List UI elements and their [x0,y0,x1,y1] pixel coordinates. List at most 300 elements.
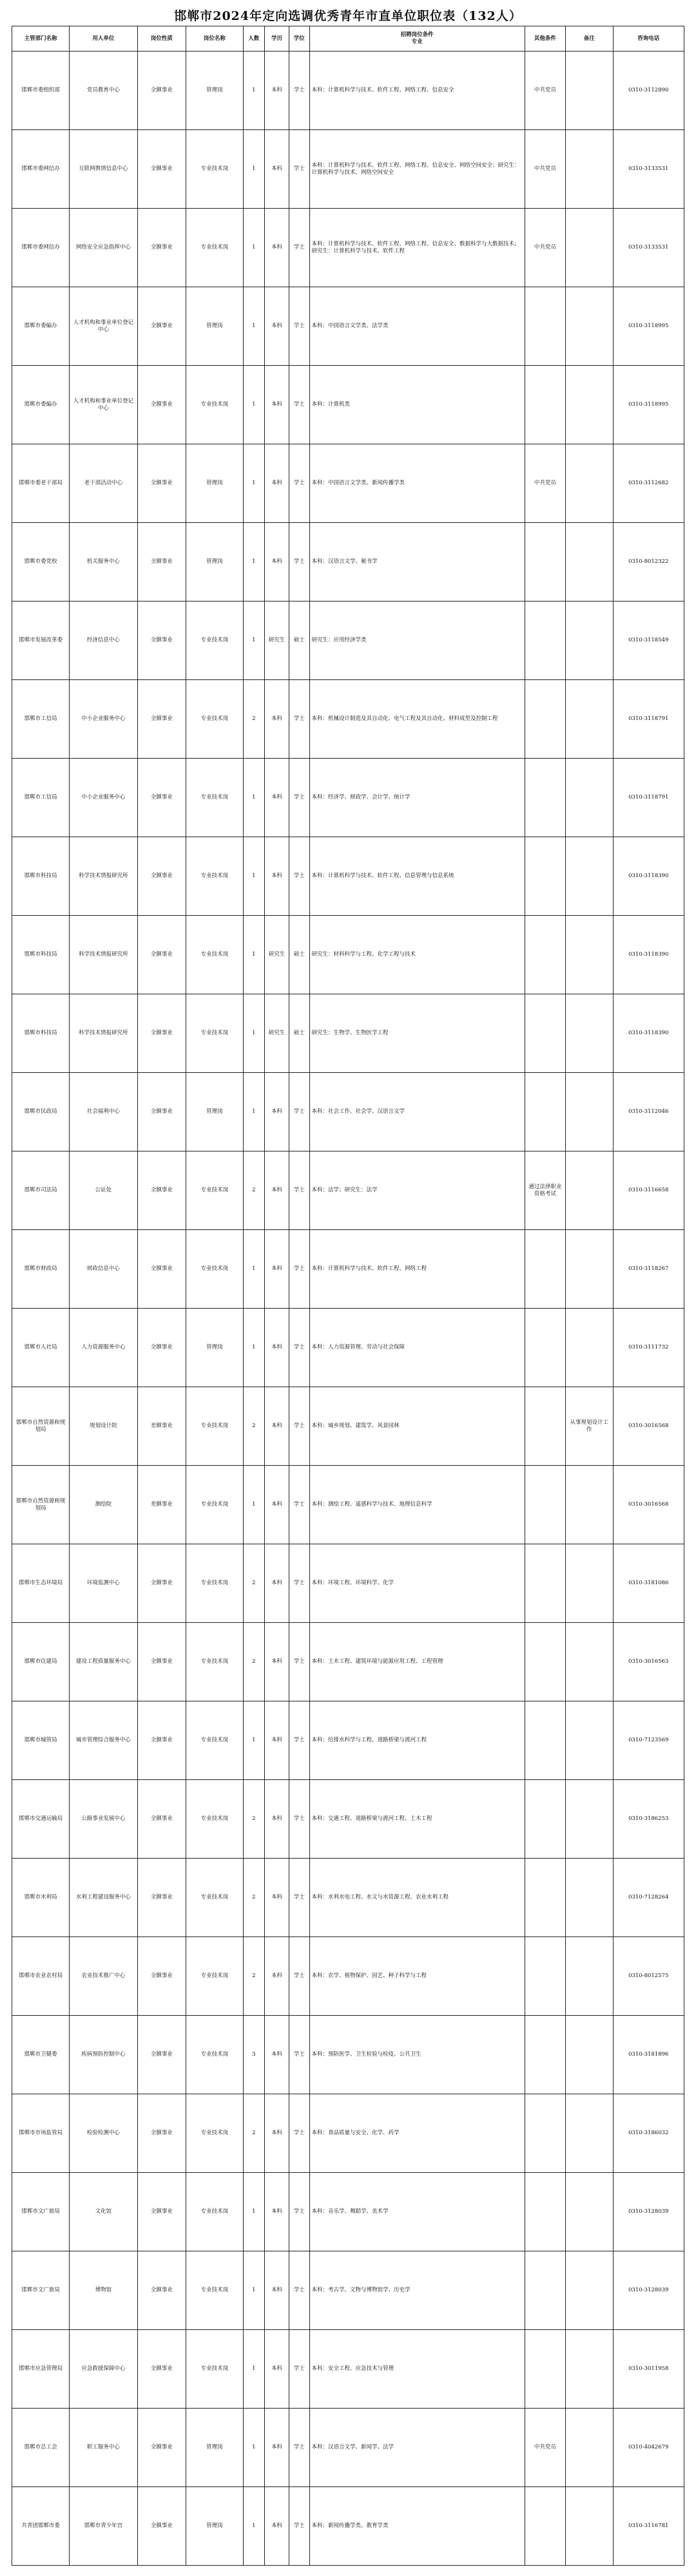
cell-education: 本科 [265,130,289,209]
header-number: 人数 [243,26,265,52]
table-row [12,287,684,366]
cell-position: 管理岗 [186,444,243,523]
cell-type: 全额事业 [137,2016,186,2094]
cell-office: 互联网舆情信息中心 [70,130,137,209]
cell-major: 本科：土木工程、建筑环境与能源应用工程、工程管理 [309,1623,525,1701]
cell-number: 2 [243,1151,265,1230]
cell-office: 检验检测中心 [70,2094,137,2173]
cell-requirements [525,1544,565,1623]
cell-office: 测绘院 [70,1466,137,1544]
cell-office: 机关服务中心 [70,523,137,601]
cell-position: 专业技术岗 [186,994,243,1073]
cell-note [565,209,613,287]
cell-type: 全额事业 [137,680,186,759]
cell-tel: 0310-3186253 [613,1780,684,1859]
cell-requirements: 中共党员 [525,130,565,209]
cell-number: 1 [243,444,265,523]
cell-degree: 硕士 [289,916,309,994]
cell-tel: 0310-3118390 [613,837,684,916]
cell-number: 2 [243,1937,265,2016]
cell-note [565,1151,613,1230]
cell-number: 1 [243,1466,265,1544]
cell-number: 1 [243,1309,265,1387]
table-row [12,2173,684,2251]
cell-number: 1 [243,1073,265,1151]
cell-position: 专业技术岗 [186,1780,243,1859]
table-row [12,1937,684,2016]
cell-office: 规划设计院 [70,1387,137,1466]
table-row [12,209,684,287]
cell-number: 1 [243,1701,265,1780]
cell-unit: 邯郸市科技局 [12,994,70,1073]
cell-education: 本科 [265,1780,289,1859]
table-row [12,2016,684,2094]
cell-position: 管理岗 [186,52,243,130]
cell-major: 研究生：应用经济学类 [309,601,525,680]
cell-major: 本科：食品质量与安全、化学、药学 [309,2094,525,2173]
cell-major: 本科：社会工作、社会学、汉语言文学 [309,1073,525,1151]
cell-unit: 邯郸市农业农村局 [12,1937,70,2016]
cell-tel: 0310-3181086 [613,1544,684,1623]
cell-requirements [525,2330,565,2409]
cell-unit: 邯郸市卫健委 [12,2016,70,2094]
cell-education: 研究生 [265,601,289,680]
cell-number: 1 [243,2409,265,2487]
cell-office: 博物馆 [70,2251,137,2330]
cell-position: 专业技术岗 [186,1937,243,2016]
cell-position: 专业技术岗 [186,1623,243,1701]
cell-education: 本科 [265,2173,289,2251]
cell-type: 差额事业 [137,1387,186,1466]
cell-position: 专业技术岗 [186,1544,243,1623]
table-row [12,601,684,680]
cell-position: 专业技术岗 [186,1859,243,1937]
cell-major: 本科：计算机科学与技术、软件工程、网络工程 [309,1230,525,1309]
cell-position: 管理岗 [186,287,243,366]
cell-education: 本科 [265,1623,289,1701]
cell-office: 社会福利中心 [70,1073,137,1151]
cell-unit: 邯郸市发展改革委 [12,601,70,680]
cell-degree: 学士 [289,2094,309,2173]
cell-note [565,1937,613,2016]
cell-note [565,287,613,366]
cell-tel: 0310-3181896 [613,2016,684,2094]
cell-education: 本科 [265,444,289,523]
table-row [12,994,684,1073]
cell-major: 本科：安全工程、应急技术与管理 [309,2330,525,2409]
cell-number: 1 [243,916,265,994]
cell-requirements [525,680,565,759]
cell-unit: 邯郸市科技局 [12,916,70,994]
cell-office: 水利工程建设服务中心 [70,1859,137,1937]
cell-office: 文化馆 [70,2173,137,2251]
cell-degree: 学士 [289,680,309,759]
cell-education: 研究生 [265,994,289,1073]
cell-education: 本科 [265,1466,289,1544]
cell-office: 财政信息中心 [70,1230,137,1309]
cell-unit: 邯郸市委编办 [12,287,70,366]
cell-unit: 邯郸市委编办 [12,366,70,444]
cell-unit: 邯郸市司法局 [12,1151,70,1230]
header-major [309,26,525,52]
header-note: 备注 [565,26,613,52]
cell-tel: 0310-3128039 [613,2173,684,2251]
cell-degree: 学士 [289,1151,309,1230]
cell-note [565,1230,613,1309]
cell-major: 本科：机械设计制造及其自动化、电气工程及其自动化、材料成型及控制工程 [309,680,525,759]
cell-education: 本科 [265,52,289,130]
cell-requirements [525,1230,565,1309]
table-row [12,2487,684,2566]
cell-unit: 邯郸市委党校 [12,523,70,601]
cell-number: 2 [243,2094,265,2173]
cell-degree: 学士 [289,1230,309,1309]
cell-requirements [525,1466,565,1544]
cell-note [565,1780,613,1859]
cell-note [565,601,613,680]
cell-type: 全额事业 [137,2173,186,2251]
cell-education: 本科 [265,287,289,366]
cell-education: 本科 [265,2016,289,2094]
cell-type: 全额事业 [137,2409,186,2487]
cell-position: 专业技术岗 [186,1151,243,1230]
cell-note [565,916,613,994]
cell-major: 本科：给排水科学与工程、道路桥梁与渡河工程 [309,1701,525,1780]
cell-note [565,759,613,837]
cell-type: 全额事业 [137,1780,186,1859]
cell-degree: 学士 [289,2016,309,2094]
cell-tel: 0310-3118267 [613,1230,684,1309]
cell-degree: 学士 [289,1309,309,1387]
table-row [12,1230,684,1309]
cell-type: 全额事业 [137,287,186,366]
cell-degree: 学士 [289,1937,309,2016]
cell-position: 专业技术岗 [186,2251,243,2330]
table-row [12,916,684,994]
cell-type: 差额事业 [137,1466,186,1544]
cell-unit: 邯郸市民政局 [12,1073,70,1151]
table-row [12,680,684,759]
cell-type: 全额事业 [137,52,186,130]
cell-number: 2 [243,680,265,759]
cell-office: 职工服务中心 [70,2409,137,2487]
cell-education: 本科 [265,1151,289,1230]
cell-note [565,2330,613,2409]
cell-requirements [525,2094,565,2173]
cell-number: 1 [243,523,265,601]
cell-major: 本科：汉语言文学、秘书学 [309,523,525,601]
cell-number: 1 [243,759,265,837]
cell-unit: 邯郸市委网信办 [12,209,70,287]
cell-education: 本科 [265,1937,289,2016]
cell-major: 本科：计算机类 [309,366,525,444]
cell-tel: 0310-3118390 [613,994,684,1073]
cell-office: 经济信息中心 [70,601,137,680]
cell-note [565,523,613,601]
cell-note [565,837,613,916]
cell-unit: 邯郸市文广旅局 [12,2173,70,2251]
cell-position: 管理岗 [186,1073,243,1151]
cell-type: 全额事业 [137,523,186,601]
position-table [12,26,684,2566]
cell-degree: 学士 [289,523,309,601]
cell-position: 专业技术岗 [186,1230,243,1309]
cell-major: 本科：测绘工程、遥感科学与技术、地理信息科学 [309,1466,525,1544]
cell-tel: 0310-3111732 [613,1309,684,1387]
cell-unit: 邯郸市水利局 [12,1859,70,1937]
cell-position: 专业技术岗 [186,1466,243,1544]
cell-tel: 0310-3118995 [613,287,684,366]
cell-major: 本科：计算机科学与技术、软件工程、信息管理与信息系统 [309,837,525,916]
cell-requirements [525,1623,565,1701]
cell-tel: 0310-3118995 [613,366,684,444]
cell-education: 本科 [265,209,289,287]
cell-number: 1 [243,1230,265,1309]
cell-major: 本科：中国语言文学类、新闻传播学类 [309,444,525,523]
cell-type: 全额事业 [137,837,186,916]
cell-note [565,130,613,209]
cell-number: 1 [243,2330,265,2409]
cell-note [565,2173,613,2251]
cell-degree: 学士 [289,444,309,523]
cell-note [565,52,613,130]
cell-office: 科学技术情报研究所 [70,837,137,916]
cell-unit: 邯郸市文广旅局 [12,2251,70,2330]
cell-unit: 邯郸市财政局 [12,1230,70,1309]
cell-position: 专业技术岗 [186,2173,243,2251]
cell-requirements [525,523,565,601]
cell-requirements: 中共党员 [525,2409,565,2487]
cell-office: 公路事业发展中心 [70,1780,137,1859]
cell-requirements [525,2016,565,2094]
cell-position: 专业技术岗 [186,759,243,837]
cell-degree: 学士 [289,1544,309,1623]
cell-major: 本科：环境工程、环境科学、化学 [309,1544,525,1623]
table-row [12,366,684,444]
cell-type: 全额事业 [137,130,186,209]
table-row [12,1151,684,1230]
cell-major: 本科：人力资源管理、劳动与社会保障 [309,1309,525,1387]
cell-type: 全额事业 [137,994,186,1073]
cell-education: 本科 [265,1544,289,1623]
cell-requirements [525,2251,565,2330]
table-row [12,2330,684,2409]
cell-unit: 邯郸市交通运输局 [12,1780,70,1859]
cell-education: 本科 [265,523,289,601]
cell-position: 专业技术岗 [186,837,243,916]
cell-unit: 邯郸市委老干部局 [12,444,70,523]
page-title: 邯郸市2024年定向选调优秀青年市直单位职位表（132人） [174,9,522,23]
cell-unit: 邯郸市委网信办 [12,130,70,209]
table-row [12,1466,684,1544]
cell-tel: 0310-7123569 [613,1701,684,1780]
cell-requirements: 中共党员 [525,52,565,130]
cell-education: 本科 [265,680,289,759]
cell-office: 人才机构和事业单位登记中心 [70,287,137,366]
cell-degree: 学士 [289,837,309,916]
cell-position: 管理岗 [186,2409,243,2487]
cell-requirements [525,2173,565,2251]
cell-unit: 邯郸市自然资源和规划局 [12,1466,70,1544]
cell-requirements: 通过法律职业资格考试 [525,1151,565,1230]
header-degree: 学位 [289,26,309,52]
table-row [12,1544,684,1623]
cell-tel: 0310-3118791 [613,759,684,837]
table-row [12,1073,684,1151]
cell-position: 专业技术岗 [186,2094,243,2173]
cell-note [565,994,613,1073]
cell-major: 本科：音乐学、舞蹈学、美术学 [309,2173,525,2251]
cell-degree: 硕士 [289,601,309,680]
cell-education: 本科 [265,2094,289,2173]
cell-education: 本科 [265,2251,289,2330]
cell-position: 专业技术岗 [186,2016,243,2094]
cell-position: 管理岗 [186,523,243,601]
header-major-group: 招聘岗位条件 [400,32,434,38]
cell-degree: 学士 [289,759,309,837]
cell-tel: 0310-8012575 [613,1937,684,2016]
table-row [12,1387,684,1466]
cell-type: 全额事业 [137,444,186,523]
cell-unit: 邯郸市工信局 [12,759,70,837]
cell-office: 人力资源服务中心 [70,1309,137,1387]
cell-position: 专业技术岗 [186,601,243,680]
cell-type: 全额事业 [137,1701,186,1780]
header-tel: 咨询电话 [613,26,684,52]
cell-type: 全额事业 [137,2251,186,2330]
table-row [12,1859,684,1937]
cell-type: 全额事业 [137,916,186,994]
cell-major: 本科：计算机科学与技术、软件工程、网络工程、信息安全、数据科学与大数据技术；研究生：计算机科学与技术、软件工程 [309,209,525,287]
cell-note: 从事规划设计工作 [565,1387,613,1466]
cell-education: 本科 [265,2409,289,2487]
cell-unit: 邯郸市住建局 [12,1623,70,1701]
table-row [12,2409,684,2487]
cell-requirements [525,1701,565,1780]
cell-office: 党员教育中心 [70,52,137,130]
cell-unit: 共青团邯郸市委 [12,2487,70,2566]
cell-major: 本科：新闻传播学类、教育学类 [309,2487,525,2566]
cell-major: 本科：汉语言文学、新闻学、法学 [309,2409,525,2487]
cell-type: 全额事业 [137,601,186,680]
cell-education: 本科 [265,1387,289,1466]
cell-major: 本科：城乡规划、建筑学、风景园林 [309,1387,525,1466]
cell-tel: 0310-3112890 [613,52,684,130]
cell-number: 1 [243,2173,265,2251]
cell-requirements [525,601,565,680]
cell-requirements: 中共党员 [525,444,565,523]
cell-major: 本科：交通工程、道路桥梁与渡河工程、土木工程 [309,1780,525,1859]
table-body [12,52,684,2566]
cell-education: 本科 [265,1701,289,1780]
cell-tel: 0310-3112682 [613,444,684,523]
cell-tel: 0310-8012322 [613,523,684,601]
cell-tel: 0310-3186032 [613,2094,684,2173]
cell-degree: 学士 [289,2409,309,2487]
cell-tel: 0310-4042679 [613,2409,684,2487]
cell-requirements [525,994,565,1073]
cell-major: 本科：考古学、文物与博物馆学、历史学 [309,2251,525,2330]
header-unit: 主管部门名称 [12,26,70,52]
cell-unit: 邯郸市生态环境局 [12,1544,70,1623]
cell-unit: 邯郸市总工会 [12,2409,70,2487]
cell-tel: 0310-3016568 [613,1466,684,1544]
cell-degree: 学士 [289,366,309,444]
cell-major: 本科：农学、植物保护、园艺、种子科学与工程 [309,1937,525,2016]
cell-number: 2 [243,1387,265,1466]
cell-number: 1 [243,601,265,680]
cell-office: 公证处 [70,1151,137,1230]
table-row [12,759,684,837]
cell-note [565,1073,613,1151]
cell-major: 本科：中国语言文学类、法学类 [309,287,525,366]
cell-education: 本科 [265,1230,289,1309]
cell-tel: 0310-3133531 [613,209,684,287]
cell-note [565,1623,613,1701]
cell-type: 全额事业 [137,366,186,444]
header-office: 用人单位 [70,26,137,52]
table-row [12,444,684,523]
cell-number: 2 [243,1859,265,1937]
table-row [12,1701,684,1780]
cell-education: 研究生 [265,916,289,994]
cell-unit: 邯郸市人社局 [12,1309,70,1387]
cell-note [565,2251,613,2330]
cell-note [565,1859,613,1937]
table-row [12,2094,684,2173]
cell-unit: 邯郸市城管局 [12,1701,70,1780]
cell-degree: 学士 [289,1466,309,1544]
cell-major: 本科：水利水电工程、水文与水资源工程、农业水利工程 [309,1859,525,1937]
cell-education: 本科 [265,1309,289,1387]
table-header-row [12,26,684,52]
cell-degree: 学士 [289,1387,309,1466]
cell-office: 网络安全应急指挥中心 [70,209,137,287]
cell-number: 3 [243,2016,265,2094]
cell-type: 全额事业 [137,1937,186,2016]
cell-office: 建设工程质量服务中心 [70,1623,137,1701]
cell-position: 专业技术岗 [186,366,243,444]
cell-note [565,444,613,523]
cell-office: 农业技术推广中心 [70,1937,137,2016]
cell-number: 2 [243,1780,265,1859]
cell-position: 管理岗 [186,1309,243,1387]
cell-tel: 0310-3016568 [613,1387,684,1466]
cell-degree: 硕士 [289,994,309,1073]
cell-tel: 0310-3128039 [613,2251,684,2330]
cell-major: 本科：经济学、财政学、会计学、统计学 [309,759,525,837]
cell-tel: 0310-7128264 [613,1859,684,1937]
cell-number: 1 [243,366,265,444]
cell-type: 全额事业 [137,1151,186,1230]
cell-unit: 邯郸市自然资源和规划局 [12,1387,70,1466]
cell-unit: 邯郸市工信局 [12,680,70,759]
cell-major: 本科：计算机科学与技术、软件工程、网络工程、信息安全 [309,52,525,130]
cell-major: 本科：法学；研究生：法学 [309,1151,525,1230]
cell-number: 2 [243,1544,265,1623]
cell-number: 1 [243,994,265,1073]
cell-number: 1 [243,52,265,130]
table-row [12,1309,684,1387]
cell-major: 本科：计算机科学与技术、软件工程、网络工程、信息安全、网络空间安全；研究生：计算机科学与技术、网络空间安全 [309,130,525,209]
cell-note [565,2016,613,2094]
cell-degree: 学士 [289,52,309,130]
cell-type: 全额事业 [137,1073,186,1151]
table-row [12,1623,684,1701]
cell-tel: 0310-3016563 [613,1623,684,1701]
cell-note [565,2409,613,2487]
header-requirements: 其他条件 [525,26,565,52]
